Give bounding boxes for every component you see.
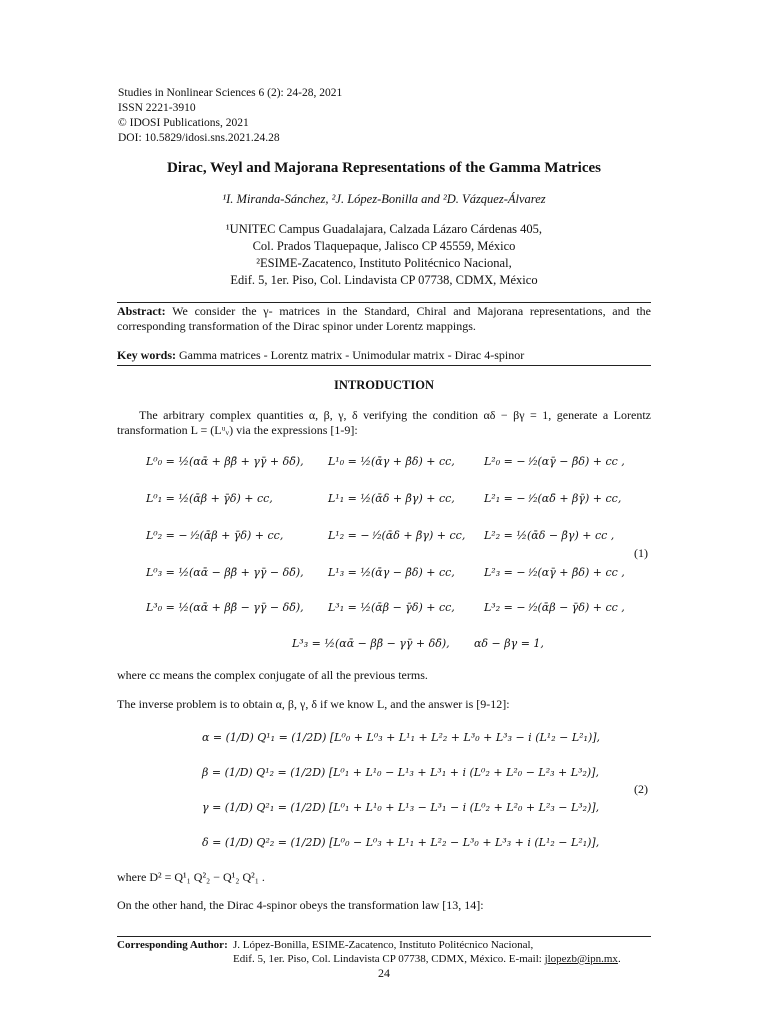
equation-term: L⁰₂ = − ⁱ⁄₂(ᾱβ + γ̄δ) + cc,: [146, 529, 284, 542]
keywords-text: Gamma matrices - Lorentz matrix - Unimodular matrix - Dirac 4-spinor: [179, 348, 525, 362]
footnote-line: Edif. 5, 1er. Piso, Col. Lindavista CP 07738, CDMX, México. E-mail:: [233, 953, 545, 965]
equation-condition: αδ − βγ = 1,: [474, 637, 544, 650]
equation-term: L³₃ = ½(αᾱ − ββ̄ − γγ̄ + δδ̄),: [292, 637, 450, 650]
affiliation-line: Edif. 5, 1er. Piso, Col. Lindavista CP 07738, CDMX, México: [230, 273, 538, 287]
issn-line: ISSN 2221-3910: [118, 102, 196, 114]
abstract-text: We consider the γ- matrices in the Standard, Chiral and Majorana representations, and the corresponding transformation of the Dirac spinor under Lorentz mappings.: [117, 304, 651, 333]
equation-term: L⁰₁ = ½(ᾱβ + γ̄δ) + cc,: [146, 492, 273, 505]
footnote-label: Corresponding Author:: [117, 939, 228, 951]
equation-term: L¹₀ = ½(ᾱγ + β̄δ) + cc,: [328, 455, 455, 468]
equation-term: L⁰₃ = ½(αᾱ − ββ̄ + γγ̄ − δδ̄),: [146, 566, 304, 579]
equation-row: γ = (1/D) Q²₁ = (1/2D) [L⁰₁ + L¹₀ + L¹₃ − L³₁ − i (L⁰₂ + L²₀ + L²₃ − L³₂)],: [202, 801, 600, 814]
corresponding-author-footnote: [117, 938, 621, 966]
equation-term: L³₀ = ½(αᾱ + ββ̄ − γγ̄ − δδ̄),: [146, 601, 304, 614]
keywords-bottom-rule: [117, 365, 651, 366]
keywords-label: Key words:: [117, 348, 176, 362]
equation-term: L²₂ = ½(ᾱδ − β̄γ) + cc ,: [484, 529, 615, 542]
equation-term: L²₀ = − ⁱ⁄₂(αγ̄ − β̄δ) + cc ,: [484, 455, 625, 468]
doi-line: DOI: 10.5829/idosi.sns.2021.24.28: [118, 132, 280, 144]
abstract-label: Abstract:: [117, 304, 166, 318]
copyright-line: © IDOSI Publications, 2021: [118, 117, 249, 129]
equation-number: (1): [634, 546, 648, 560]
inverse-sentence: The inverse problem is to obtain α, β, γ, δ if we know L, and the answer is [9-12]:: [117, 697, 510, 711]
equation-term: L¹₂ = − ⁱ⁄₂(ᾱδ + β̄γ) + cc,: [328, 529, 466, 542]
footnote-line: J. López-Bonilla, ESIME-Zacatenco, Instituto Politécnico Nacional,: [233, 939, 534, 951]
affiliation-line: ¹UNITEC Campus Guadalajara, Calzada Lázaro Cárdenas 405,: [225, 222, 543, 236]
where-d-sentence: where D² = Q¹₁ Q²₂ − Q¹₂ Q²₁ .: [117, 870, 265, 884]
abstract-top-rule: [117, 302, 651, 303]
affiliations: [0, 221, 768, 289]
equation-term: L⁰₀ = ½(αᾱ + ββ̄ + γγ̄ + δδ̄),: [146, 455, 304, 468]
equation-term: L¹₃ = ½(ᾱγ − β̄δ) + cc,: [328, 566, 455, 579]
publication-info: [118, 86, 342, 146]
other-hand-sentence: On the other hand, the Dirac 4-spinor obeys the transformation law [13, 14]:: [117, 898, 484, 912]
paper-title: Dirac, Weyl and Majorana Representations of the Gamma Matrices: [167, 160, 601, 176]
footnote-punct: .: [617, 953, 621, 965]
equation-row: δ = (1/D) Q²₂ = (1/2D) [L⁰₀ − L⁰₃ + L¹₁ + L²₂ − L³₀ + L³₃ + i (L¹₂ − L²₁)],: [202, 836, 600, 849]
affiliation-line: Col. Prados Tlaquepaque, Jalisco CP 45559, México: [252, 239, 516, 253]
section-heading: INTRODUCTION: [333, 378, 434, 392]
equation-row: β = (1/D) Q¹₂ = (1/2D) [L⁰₁ + L¹₀ − L¹₃ + L³₁ + i (L⁰₂ + L²₀ − L²₃ + L³₂)],: [202, 766, 599, 779]
equation-term: L³₁ = ½(ᾱβ − γ̄δ) + cc,: [328, 601, 455, 614]
footer-rule: [117, 936, 651, 937]
cc-sentence: where cc means the complex conjugate of all the previous terms.: [117, 668, 428, 682]
intro-paragraph: The arbitrary complex quantities α, β, γ, δ verifying the condition αδ − βγ = 1, generate a Lorentz transformation L = (Lᵘᵥ) via the expressions [1-9]:: [117, 408, 651, 437]
equation-term: L²₁ = − ⁱ⁄₂(αδ̄ + βγ̄) + cc,: [484, 492, 622, 505]
equation-term: L²₃ = − ⁱ⁄₂(αγ̄ + β̄δ) + cc ,: [484, 566, 625, 579]
keywords: [117, 348, 651, 363]
journal-line: Studies in Nonlinear Sciences 6 (2): 24-28, 2021: [118, 87, 343, 99]
equation-term: L¹₁ = ½(ᾱδ + β̄γ) + cc,: [328, 492, 455, 505]
equation-row: α = (1/D) Q¹₁ = (1/2D) [L⁰₀ + L⁰₃ + L¹₁ + L²₂ + L³₀ + L³₃ − i (L¹₂ − L²₁)],: [202, 731, 601, 744]
authors: ¹I. Miranda-Sánchez, ²J. López-Bonilla and ²D. Vázquez-Álvarez: [222, 192, 546, 206]
abstract: [117, 304, 651, 334]
equation-term: L³₂ = − ⁱ⁄₂(ᾱβ − γ̄δ) + cc ,: [484, 601, 625, 614]
email-link[interactable]: jlopezb@ipn.mx: [544, 953, 618, 965]
equation-number: (2): [634, 782, 648, 796]
affiliation-line: ²ESIME-Zacatenco, Instituto Politécnico Nacional,: [256, 256, 512, 270]
page-number: 24: [378, 966, 390, 980]
